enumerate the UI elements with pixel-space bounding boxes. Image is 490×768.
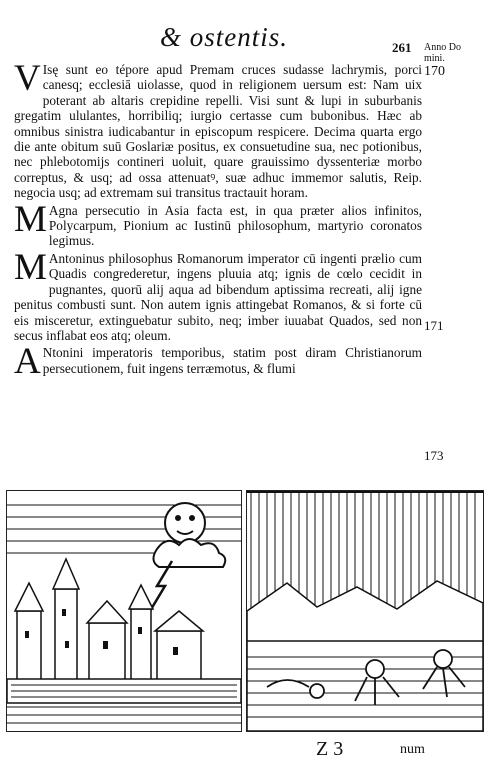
- catchword: num: [400, 742, 425, 757]
- paragraph-omens: [14, 58, 422, 201]
- paragraph-antoninus: [14, 246, 422, 343]
- margin-year: 173: [424, 448, 444, 463]
- paragraph-text: Ntonini imperatoris temporibus, statim post diram Christianorum persecutionem, fuit ingens terræmotus, & flumi: [42, 345, 422, 376]
- drop-capital: A: [14, 341, 41, 383]
- signature-mark: Z 3: [316, 738, 344, 760]
- running-head: & ostentis.: [160, 22, 289, 52]
- paragraph-text: Agna persecutio in Asia facta est, in qua præter alios infinitos, Polycarpum, Pionium ac Iustinū philosophum, martyrio coronatos legimus.: [48, 202, 422, 249]
- woodcut-town-storm: [6, 490, 242, 732]
- paragraph-persecution-asia: [14, 198, 422, 249]
- paragraph-earthquake: [14, 341, 422, 383]
- paragraph-text: Isę sunt eo tépore apud Premam cruces sudasse lachrymis, porci canesq; ecclesiā uiolasse, quod in religionem uersum est: Nam uix poterant ab altaris crepidine repelli. Visi sunt & lupi in suburbanis gregatim ululantes, horribiliq; iurgio certasse cum bubonibus. Hæc ab omnibus sinistra iudicabantur in episcopum respicere. Decima quarta ergo die ante obitum suū Goslariæ positus, ex consuetudine sua, nec potionibus, nec phlebotomijs contineri uoluit, quare grauissimo dyssenteriæ morbo correptus, & usq; ad ossa attenuatꝰ, suæ adhuc immemor salutis, Reip. negocia usq; ad extremam sui transitus tractauit horam.: [14, 62, 422, 201]
- woodcut-town-storm-drawing: [7, 491, 241, 731]
- body-text: [14, 58, 422, 383]
- anno-year: 170: [424, 64, 445, 79]
- anno-label: Anno Do mini.: [424, 42, 461, 64]
- drop-capital: M: [14, 246, 47, 288]
- margin-year: 171: [424, 318, 444, 333]
- woodcut-rain-of-fire-drawing: [247, 491, 483, 731]
- paragraph-text: Antoninus philosophus Romanorum imperator cū ingenti prælio cum Quadis congrederetur, ingens pluuia atq; ignis de cœlo cecidit in pugnantes, quorū alij aqua ad bibendum aptissima recreati, alij igne penitus combusti sunt. Non autem ignis attingebat Romanos, & si forte cū eis misceretur, extinguebatur subito, neq; imber iuuabat Quados, sed non secus inflabat eos atq; oleum.: [14, 250, 422, 343]
- woodcut-rain-of-fire: [246, 490, 484, 732]
- drop-capital: V: [14, 58, 41, 99]
- anno-domini-note: [424, 42, 484, 80]
- page-number: 261: [392, 40, 412, 55]
- drop-capital: M: [14, 198, 47, 240]
